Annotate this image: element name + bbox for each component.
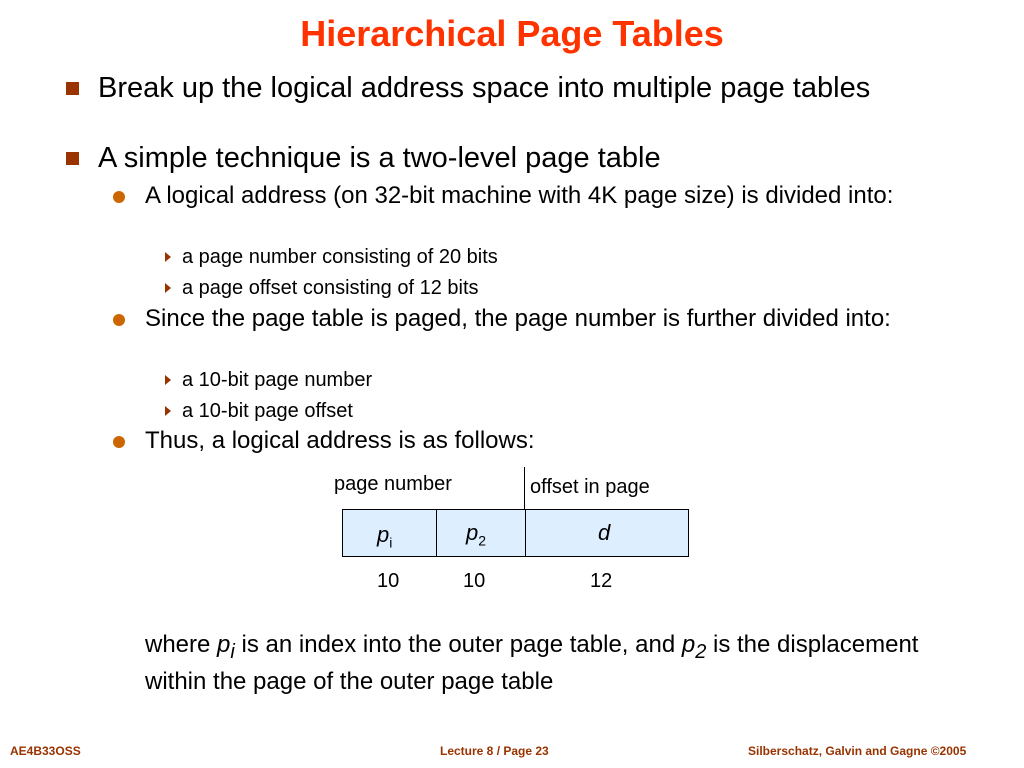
bullet-page-number-20: a page number consisting of 20 bits bbox=[182, 246, 498, 268]
cell-divider bbox=[525, 510, 526, 556]
slide-title: Hierarchical Page Tables bbox=[300, 13, 724, 54]
arrow-bullet-icon bbox=[165, 283, 171, 293]
label-page-number: page number bbox=[334, 473, 452, 495]
square-bullet-icon bbox=[66, 82, 79, 95]
bullet-page-offset-12: a page offset consisting of 12 bits bbox=[182, 277, 479, 299]
bits-p2: 10 bbox=[463, 570, 486, 592]
round-bullet-icon bbox=[113, 436, 125, 448]
bullet-two-level: A simple technique is a two-level page table bbox=[98, 142, 661, 174]
square-bullet-icon bbox=[66, 152, 79, 165]
cell-d: d bbox=[598, 520, 611, 545]
footer-course-code: AE4B33OSS bbox=[10, 744, 81, 758]
cell-pi: $p_i$ bbox=[377, 522, 393, 551]
bullet-logical-address: A logical address (on 32-bit machine with 4K page size) is divided into: bbox=[145, 182, 894, 209]
cell-p2: $p_2$ bbox=[466, 520, 487, 549]
logical-address-box bbox=[342, 509, 689, 557]
bullet-break-up: Break up the logical address space into multiple page tables bbox=[98, 72, 871, 104]
footer-copyright: Silberschatz, Galvin and Gagne ©2005 bbox=[748, 744, 967, 758]
bullet-page-table-paged: Since the page table is paged, the page number is further divided into: bbox=[145, 305, 891, 332]
cell-divider bbox=[436, 510, 437, 556]
footer-lecture-page: Lecture 8 / Page 23 bbox=[440, 744, 549, 758]
bits-d: 12 bbox=[590, 570, 613, 592]
round-bullet-icon bbox=[113, 191, 125, 203]
bullet-thus-logical: Thus, a logical address is as follows: bbox=[145, 427, 535, 454]
bits-pi: 10 bbox=[377, 570, 400, 592]
explanation-text: where $p_i$ is an index into the outer page table, and $p_2$ is the displacement within the page of the outer page table bbox=[145, 631, 919, 695]
label-offset-in-page: offset in page bbox=[530, 476, 650, 498]
bullet-10bit-page-offset: a 10-bit page offset bbox=[182, 400, 353, 422]
arrow-bullet-icon bbox=[165, 375, 171, 385]
arrow-bullet-icon bbox=[165, 252, 171, 262]
arrow-bullet-icon bbox=[165, 406, 171, 416]
round-bullet-icon bbox=[113, 314, 125, 326]
divider-line bbox=[524, 467, 525, 509]
bullet-10bit-page-number: a 10-bit page number bbox=[182, 369, 373, 391]
